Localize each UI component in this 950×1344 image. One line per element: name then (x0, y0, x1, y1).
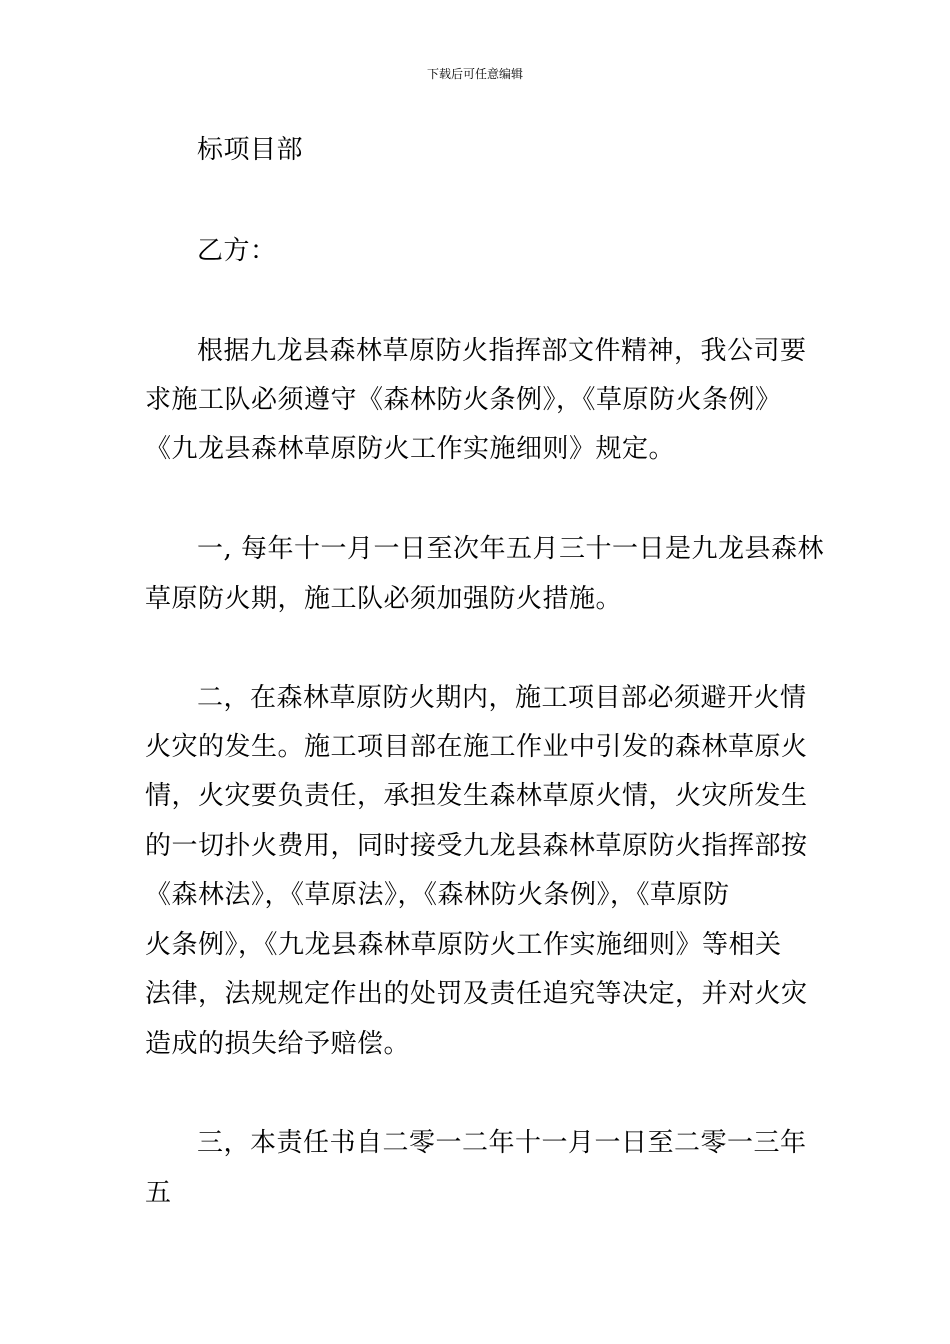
intro-paragraph-line-2: 求施工队必须遵守《森林防火条例》，《草原防火条例》 (145, 385, 782, 415)
recipient-unit-line: 标项目部 (197, 135, 304, 165)
clause-2-line-5: 《森林法》，《草原法》，《森林防火条例》，《草原防 (145, 880, 730, 910)
clause-1-line-2: 草原防火期，施工队必须加强防火措施。 (145, 584, 623, 614)
clause-2-line-1: 二，在森林草原防火期内，施工项目部必须避开火情 (197, 683, 807, 713)
clause-3-line-2: 五 (145, 1178, 172, 1208)
clause-2-line-3: 情，火灾要负责任，承担发生森林草原火情，火灾所发生 (145, 781, 808, 811)
party-b-label: 乙方： (197, 236, 277, 266)
clause-2-line-6: 火条例》，《九龙县森林草原防火工作实施细则》等相关 (145, 930, 782, 960)
intro-paragraph-line-3: 《九龙县森林草原防火工作实施细则》规定。 (145, 434, 676, 464)
clause-2-line-8: 造成的损失给予赔偿。 (145, 1029, 411, 1059)
clause-2-line-7: 法律，法规规定作出的处罚及责任追究等决定，并对火灾 (145, 979, 808, 1009)
clause-1-line-1: 一, 每年十一月一日至次年五月三十一日是九龙县森林 (197, 534, 825, 564)
intro-paragraph-line-1: 根据九龙县森林草原防火指挥部文件精神，我公司要 (197, 336, 807, 366)
clause-2-line-2: 火灾的发生。施工项目部在施工作业中引发的森林草原火 (145, 732, 808, 762)
clause-3-line-1: 三，本责任书自二零一二年十一月一日至二零一三年 (197, 1128, 807, 1158)
clause-2-line-4: 的一切扑火费用，同时接受九龙县森林草原防火指挥部按 (145, 831, 808, 861)
page-header: 下载后可任意编辑 (426, 67, 523, 81)
